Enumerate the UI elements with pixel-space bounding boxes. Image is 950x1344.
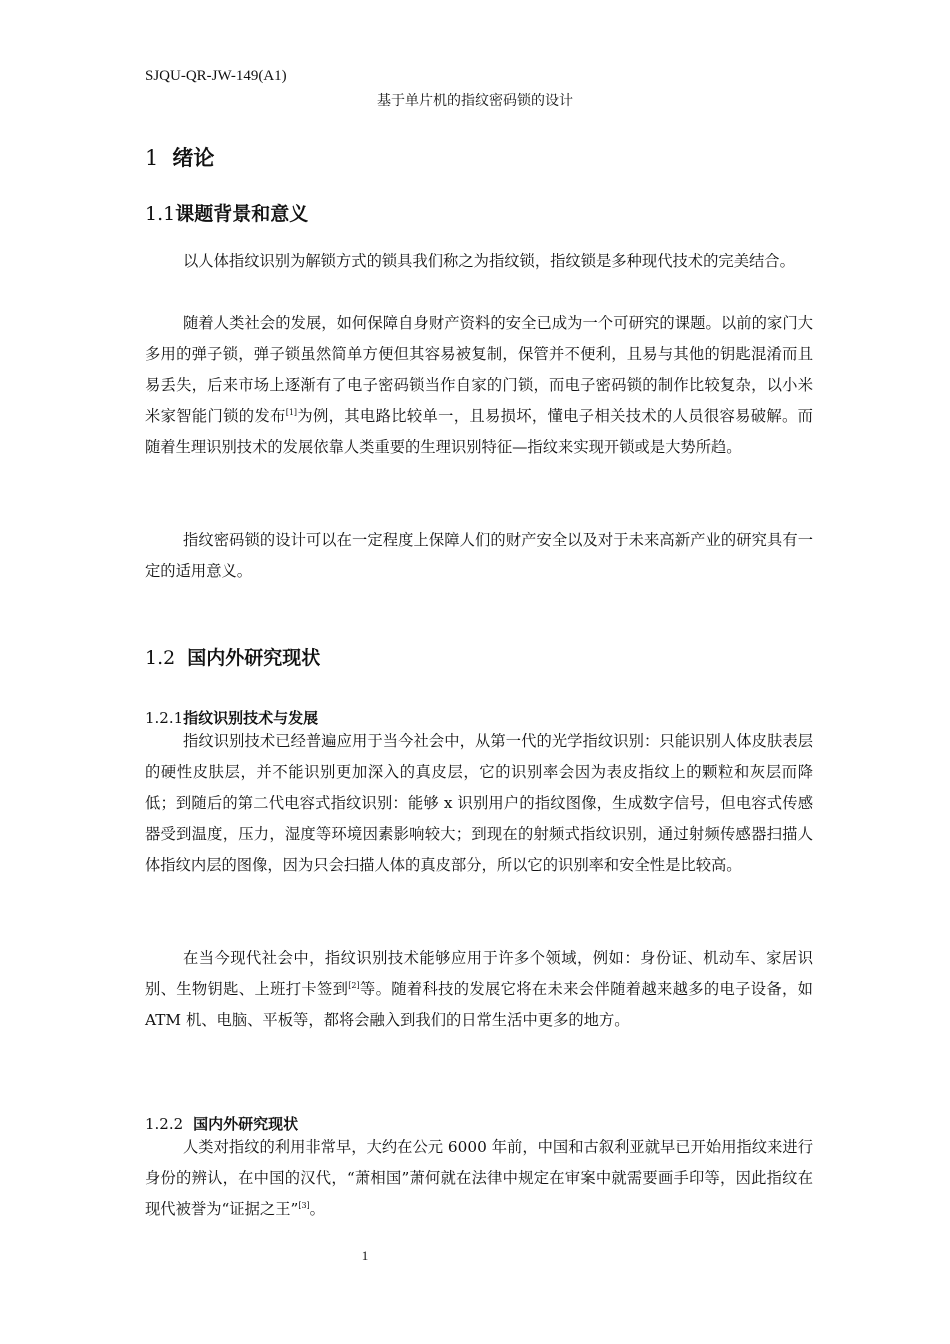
- section-heading-1-1: [145, 199, 308, 226]
- subsection-number: 1.2.1: [145, 709, 184, 727]
- running-title: 基于单片机的指纹密码锁的设计: [377, 93, 573, 109]
- chapter-heading: [145, 142, 214, 172]
- paragraph-text: 随着人类社会的发展，如何保障自身财产资料的安全已成为一个可研究的课题。以前的家门大多用的弹子锁，弹子锁虽然简单方便但其容易被复制，保管并不便利，且易与其他的钥匙混淆而且易丢失，后来市场上逐渐有了电子密码锁当作自家的门锁，而电子密码锁的制作比较复杂，以小米米家智能门锁的发布: [145, 314, 813, 425]
- subsection-heading-1-2-2: [145, 1113, 298, 1134]
- paragraph-text: 人类对指纹的利用非常早，大约在公元 6000 年前，中国和古叙利亚就早已开始用指纹来进行身份的辨认，在中国的汉代，“萧相国”萧何就在法律中规定在审案中就需要画手印等，因此指纹在现代被誉为“证据之王”: [145, 1138, 813, 1218]
- paragraph: 指纹密码锁的设计可以在一定程度上保障人们的财产安全以及对于未来高新产业的研究具有一定的适用意义。: [145, 531, 813, 580]
- subsection-title: 指纹识别技术与发展: [183, 709, 319, 727]
- section-heading-1-2: [145, 643, 320, 670]
- chapter-number: 1: [145, 146, 159, 170]
- document-code: SJQU-QR-JW-149(A1): [145, 68, 287, 84]
- citation-ref: [3]: [298, 1201, 310, 1210]
- paragraph: [145, 943, 813, 1036]
- paragraph: [145, 1132, 813, 1225]
- citation-ref: [1]: [285, 408, 298, 417]
- section-number: 1.2: [145, 647, 176, 669]
- citation-ref: [2]: [348, 981, 360, 990]
- paragraph-text: 等。随着科技的发展它将在未来会伴随着越来越多的电子设备，如 ATM 机、电脑、平板等，都将会融入到我们的日常生活中更多的地方。: [145, 980, 813, 1029]
- paragraph-text: 。: [309, 1200, 325, 1218]
- section-title: 国内外研究现状: [187, 647, 321, 669]
- paragraph-text: 为例，其电路比较单一，且易损坏，懂电子相关技术的人员很容易破解。而随着生理识别技术的发展依靠人类重要的生理识别特征—指纹来实现开锁或是大势所趋。: [145, 407, 813, 456]
- page-number: 1: [361, 1248, 369, 1263]
- section-number: 1.1: [145, 203, 176, 225]
- paragraph: 指纹识别技术已经普遍应用于当今社会中，从第一代的光学指纹识别：只能识别人体皮肤表层的硬性皮肤层，并不能识别更加深入的真皮层，它的识别率会因为表皮指纹上的颗粒和灰层而降低；到随后的第二代电容式指纹识别：能够 x 识别用户的指纹图像，生成数字信号，但电容式传感器受到温度，压力，湿度等环境因素影响较大；到现在的射频式指纹识别，通过射频传感器扫描人体指纹内层的图像，因为只会扫描人体的真皮部分，所以它的识别率和安全性是比较高。: [145, 732, 813, 874]
- subsection-title: 国内外研究现状: [193, 1115, 299, 1133]
- paragraph-text: 在当今现代社会中，指纹识别技术能够应用于许多个领域，例如：身份证、机动车、家居识别、生物钥匙、上班打卡签到: [145, 949, 813, 998]
- section-title: 课题背景和意义: [175, 203, 309, 225]
- subsection-number: 1.2.2: [145, 1115, 184, 1133]
- subsection-heading-1-2-1: [145, 707, 318, 728]
- chapter-title: 绪论: [172, 146, 215, 170]
- paragraph: [145, 308, 813, 463]
- paragraph: 以人体指纹识别为解锁方式的锁具我们称之为指纹锁，指纹锁是多种现代技术的完美结合。: [183, 252, 795, 270]
